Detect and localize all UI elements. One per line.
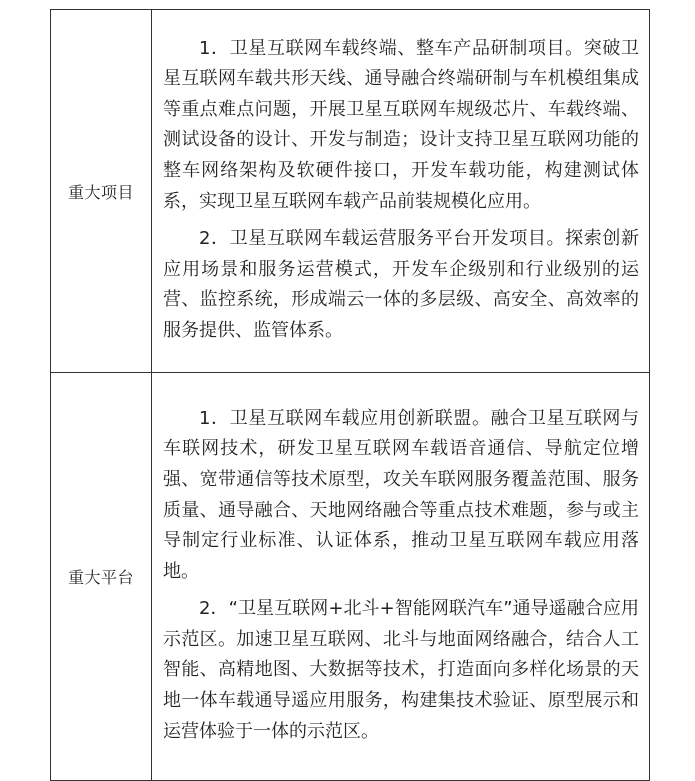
table-row-major-projects bbox=[51, 10, 650, 373]
document-table bbox=[50, 9, 650, 781]
row-content-major-projects bbox=[152, 10, 650, 373]
paragraph-project-1: 1．卫星互联网车载终端、整车产品研制项目。突破卫星互联网车载共形天线、通导融合终端研制与车机模组集成等重点难点问题，开展卫星互联网车规级芯片、车载终端、测试设备的设计、开发与制造；设计支持卫星互联网功能的整车网络架构及软硬件接口，开发车载功能，构建测试体系，实现卫星互联网车载产品前装规模化应用。 bbox=[163, 37, 639, 212]
paragraph-project-2: 2．卫星互联网车载运营服务平台开发项目。探索创新应用场景和服务运营模式，开发车企级别和行业级别的运营、监控系统，形成端云一体的多层级、高安全、高效率的服务提供、监管体系。 bbox=[163, 228, 639, 341]
table-row-major-platforms bbox=[51, 373, 650, 781]
row-content-major-platforms bbox=[152, 373, 650, 781]
row-label-major-projects: 重大项目 bbox=[51, 10, 152, 373]
paragraph-platform-2: 2．“卫星互联网+北斗+智能网联汽车”通导遥融合应用示范区。加速卫星互联网、北斗与地面网络融合，结合人工智能、高精地图、大数据等技术，打造面向多样化场景的天地一体车载通导遥应用服务，构建集技术验证、原型展示和运营体验于一体的示范区。 bbox=[163, 598, 639, 742]
row-label-major-platforms: 重大平台 bbox=[51, 373, 152, 781]
paragraph-platform-1: 1．卫星互联网车载应用创新联盟。融合卫星互联网与车联网技术，研发卫星互联网车载语音通信、导航定位增强、宽带通信等技术原型，攻关车联网服务覆盖范围、服务质量、通导融合、天地网络融合等重点技术难题，参与或主导制定行业标准、认证体系，推动卫星互联网车载应用落地。 bbox=[163, 407, 639, 582]
